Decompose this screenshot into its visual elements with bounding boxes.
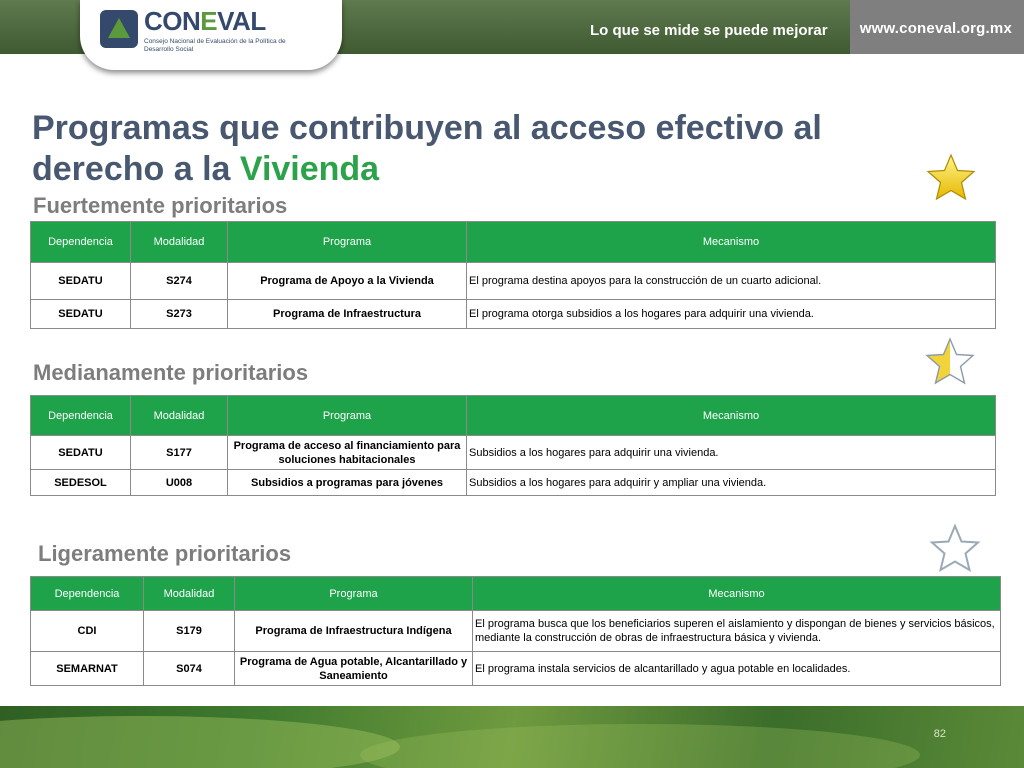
cell-mecanismo: El programa otorga subsidios a los hogares para adquirir una vivienda. (467, 300, 996, 329)
cell-mecanismo: El programa busca que los beneficiarios superen el aislamiento y dispongan de bienes y servicios básicos, mediante la construcción de obras de infraestructura básica y vivienda. (473, 611, 1001, 652)
cell-modalidad: S177 (131, 436, 228, 470)
cell-dependencia: CDI (31, 611, 144, 652)
table-row (31, 611, 1001, 652)
col-programa: Programa (228, 222, 467, 263)
cell-dependencia: SEDATU (31, 436, 131, 470)
star-half-icon (924, 336, 976, 388)
col-modalidad: Modalidad (131, 396, 228, 436)
cell-modalidad: S273 (131, 300, 228, 329)
cell-modalidad: S179 (144, 611, 235, 652)
website-url[interactable]: www.coneval.org.mx (859, 20, 1012, 37)
col-programa: Programa (235, 577, 473, 611)
col-programa: Programa (228, 396, 467, 436)
page-title: Programas que contribuyen al acceso efectivo al derecho a la Vivienda (32, 109, 822, 188)
cell-modalidad: S074 (144, 652, 235, 686)
section-heading-fuertemente: Fuertemente prioritarios (33, 193, 288, 218)
logo-tab (80, 0, 342, 70)
cell-dependencia: SEMARNAT (31, 652, 144, 686)
page-number: 82 (933, 728, 946, 740)
col-dependencia: Dependencia (31, 577, 144, 611)
cell-mecanismo: Subsidios a los hogares para adquirir y ampliar una vivienda. (467, 470, 996, 496)
star-full-icon (925, 152, 977, 204)
col-mecanismo: Mecanismo (467, 396, 996, 436)
title-highlight: Vivienda (239, 150, 380, 188)
slogan: Lo que se mide se puede mejorar (590, 22, 828, 39)
cell-programa: Programa de Agua potable, Alcantarillado y Saneamiento (235, 652, 473, 686)
cell-dependencia: SEDATU (31, 300, 131, 329)
col-mecanismo: Mecanismo (473, 577, 1001, 611)
cell-programa: Subsidios a programas para jóvenes (228, 470, 467, 496)
table-row (31, 436, 996, 470)
logo-mark-icon (98, 8, 140, 50)
footer-band (0, 706, 1024, 768)
col-dependencia: Dependencia (31, 396, 131, 436)
table-row (31, 652, 1001, 686)
cell-dependencia: SEDATU (31, 263, 131, 300)
table-row (31, 300, 996, 329)
star-outline-icon (929, 523, 981, 575)
table-medianamente (30, 395, 996, 496)
cell-modalidad: S274 (131, 263, 228, 300)
cell-modalidad: U008 (131, 470, 228, 496)
table-header-row (31, 577, 1001, 611)
table-row (31, 470, 996, 496)
table-header-row (31, 396, 996, 436)
cell-programa: Programa de Apoyo a la Vivienda (228, 263, 467, 300)
cell-mecanismo: El programa instala servicios de alcantarillado y agua potable en localidades. (473, 652, 1001, 686)
footer-swoosh (360, 724, 920, 768)
table-ligeramente (30, 576, 1001, 686)
col-modalidad: Modalidad (144, 577, 235, 611)
col-mecanismo: Mecanismo (467, 222, 996, 263)
section-heading-medianamente: Medianamente prioritarios (33, 360, 309, 385)
section-heading-ligeramente: Ligeramente prioritarios (38, 541, 292, 566)
cell-programa: Programa de Infraestructura (228, 300, 467, 329)
table-row (31, 263, 996, 300)
col-dependencia: Dependencia (31, 222, 131, 263)
logo-wordmark: CONEVAL (144, 6, 266, 36)
cell-programa: Programa de acceso al financiamiento para soluciones habitacionales (228, 436, 467, 470)
url-panel (850, 0, 1024, 54)
table-header-row (31, 222, 996, 263)
cell-mecanismo: Subsidios a los hogares para adquirir una vivienda. (467, 436, 996, 470)
cell-mecanismo: El programa destina apoyos para la construcción de un cuarto adicional. (467, 263, 996, 300)
cell-programa: Programa de Infraestructura Indígena (235, 611, 473, 652)
table-fuertemente (30, 221, 996, 329)
footer-swoosh (0, 716, 400, 768)
col-modalidad: Modalidad (131, 222, 228, 263)
cell-dependencia: SEDESOL (31, 470, 131, 496)
logo-subtitle: Consejo Nacional de Evaluación de la Política de Desarrollo Social (144, 38, 286, 53)
